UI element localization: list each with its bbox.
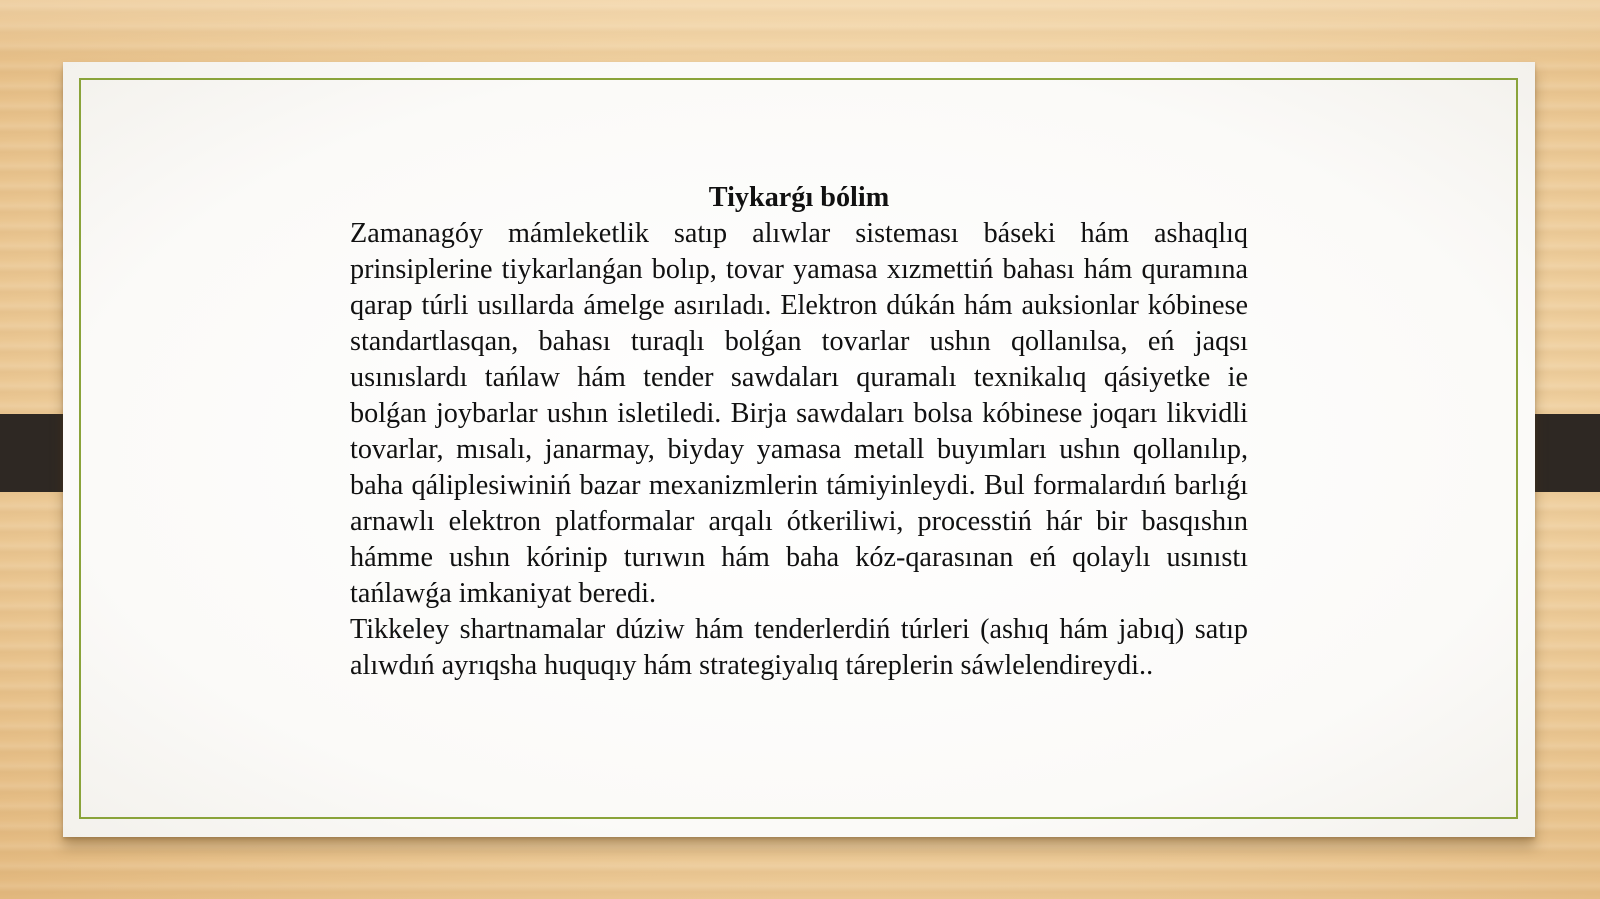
wood-background-highlight bbox=[0, 0, 1600, 60]
slide-content bbox=[350, 180, 1248, 684]
body-paragraph-1: Zamanagóy mámleketlik satıp alıwlar sisteması báseki hám ashaqlıq prinsiplerine tiykarlanǵan bolıp, tovar yamasa xızmettiń bahası hám quramına qarap túrli usıllarda ámelge asırıladı. Elektron dúkán hám auksionlar kóbinese standartlasqan, bahası turaqlı bolǵan tovarlar ushın qollanılsa, eń jaqsı usınıslardı tańlaw hám tender sawdaları quramalı texnikalıq qásiyetke ie bolǵan joybarlar ushın isletiledi. Birja sawdaları bolsa kóbinese joqarı likvidli tovarlar, mısalı, janarmay, biyday yamasa metall buyımları ushın qollanılıp, baha qáliplesiwiniń bazar mexanizmlerin támiyinleydi. Bul formalardıń barlıǵı arnawlı elektron platformalar arqalı ótkeriliwi, processtiń hár bir basqıshın hámme ushın kórinip turıwın hám baha kóz-qarasınan eń qolaylı usınıstı tańlawǵa imkaniyat beredi. bbox=[350, 218, 1248, 609]
body-paragraph-2: Tikkeley shartnamalar dúziw hám tenderlerdiń túrleri (ashıq hám jabıq) satıp alıwdıń ayrıqsha huquqıy hám strategiyalıq táreplerin sáwlelendireydi.. bbox=[350, 614, 1248, 681]
slide-title: Tiykarǵı bólim bbox=[708, 182, 890, 213]
